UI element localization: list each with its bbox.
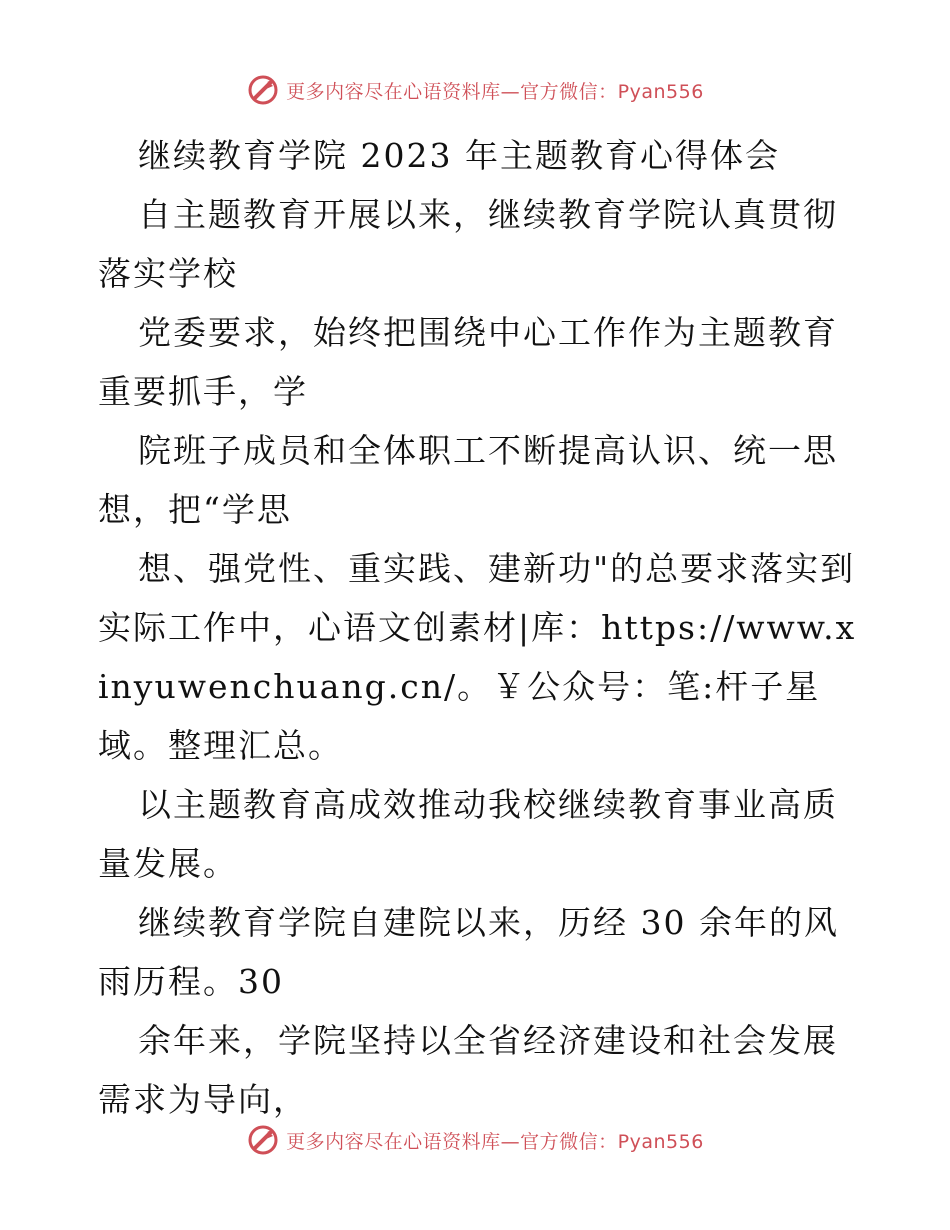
paragraph-1: 自主题教育开展以来，继续教育学院认真贯彻落实学校 (98, 195, 838, 293)
document-title: 继续教育学院 2023 年主题教育心得体会 (138, 136, 780, 175)
logo-icon (246, 73, 280, 107)
header-watermark (0, 70, 950, 110)
paragraph-3: 院班子成员和全体职工不断提高认识、统一思想，把“学思 (98, 431, 838, 529)
paragraph-4: 想、强党性、重实践、建新功"的总要求落实到实际工作中，心语文创素材|库：https://www.xinyuwenchuang.cn/。￥公众号：笔:杆子星域。整理汇总。 (98, 549, 857, 765)
footer-watermark (0, 1120, 950, 1160)
footer-watermark-text: 更多内容尽在心语资料库—官方微信：Pyan556 (286, 1130, 704, 1153)
document-body (98, 126, 858, 1129)
paragraph-7: 余年来，学院坚持以全省经济建设和社会发展需求为导向， (98, 1021, 838, 1119)
logo-icon (246, 1123, 280, 1157)
paragraph-5: 以主题教育高成效推动我校继续教育事业高质量发展。 (98, 785, 838, 883)
header-watermark-text: 更多内容尽在心语资料库—官方微信：Pyan556 (286, 80, 704, 103)
paragraph-6: 继续教育学院自建院以来，历经 30 余年的风雨历程。30 (98, 903, 839, 1001)
paragraph-2: 党委要求，始终把围绕中心工作作为主题教育重要抓手，学 (98, 313, 838, 411)
